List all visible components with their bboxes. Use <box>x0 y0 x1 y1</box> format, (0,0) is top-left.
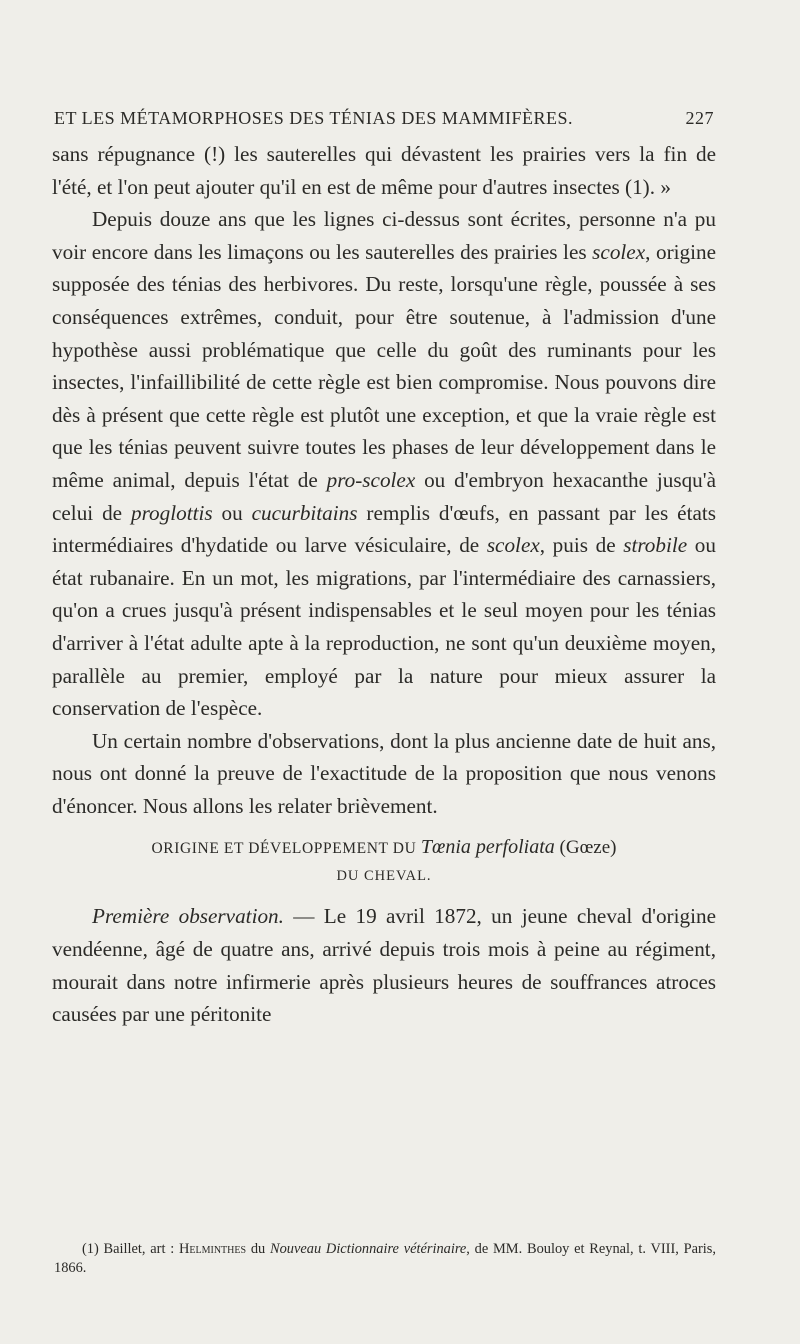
paragraph-2: Depuis douze ans que les lignes ci-dessus sont écrites, personne n'a pu voir encore dans les limaçons ou les sauterelles des prairies les scolex, origine supposée des ténias des herbivores. Du reste, lorsqu'une règle, poussée à ses conséquences extrêmes, conduit, pour être soutenue, à l'admission d'une hypothèse aussi problématique que celle du goût des ruminants pour les insectes, l'infaillibilité de cette règle est bien compromise. Nous pouvons dire dès à présent que cette règle est plutôt une exception, et que la vraie règle est que les ténias peuvent suivre toutes les phases de leur développement dans le même animal, depuis l'état de pro-scolex ou d'embryon hexacanthe jusqu'à celui de proglottis ou cucurbitains remplis d'œufs, en passant par les états intermédiaires d'hydatide ou larve vésiculaire, de scolex, puis de strobile ou état rubanaire. En un mot, les migrations, par l'intermédiaire des carnassiers, qu'on a crues jusqu'à présent indispensables et le seul moyen pour les ténias d'arriver à l'état adulte apte à la reproduction, ne sont qu'un deuxième moyen, parallèle au premier, employé par la nature pour mieux assurer la conservation de l'espèce. <box>52 207 717 721</box>
footnote: (1) Baillet, art : Helminthes du Nouveau Dictionnaire vétérinaire, de MM. Bouloy et Reynal, t. VIII, Paris, 1866. <box>54 1241 717 1276</box>
page-number: 227 <box>685 108 714 128</box>
paragraph-3: Un certain nombre d'observations, dont la plus ancienne date de huit ans, nous ont donné la preuve de l'exactitude de la proposition que nous venons d'énoncer. Nous allons les relater brièvement. <box>52 728 716 818</box>
main-text <box>52 138 716 1031</box>
observation-paragraph: Première observation. — Le 19 avril 1872, un jeune cheval d'origine vendéenne, âgé de quatre ans, arrivé depuis trois mois à peine au régiment, mourait dans notre infirmerie après plusieurs heures de souffrances atroces causées par une péritonite <box>52 904 716 1027</box>
section-heading-line2: DU CHEVAL. <box>336 868 432 885</box>
running-header <box>54 108 714 129</box>
observation-label: Première observation. <box>92 904 284 929</box>
section-heading: ORIGINE ET DÉVELOPPEMENT DU Tœnia perfoliata (Gœze) <box>151 836 617 859</box>
running-title: ET LES MÉTAMORPHOSES DES TÉNIAS DES MAMMIFÈRES. <box>54 108 573 128</box>
paragraph-1: sans répugnance (!) les sauterelles qui dévastent les prairies vers la fin de l'été, et l'on peut ajouter qu'il en est de même pour d'autres insectes (1). » <box>52 142 716 199</box>
